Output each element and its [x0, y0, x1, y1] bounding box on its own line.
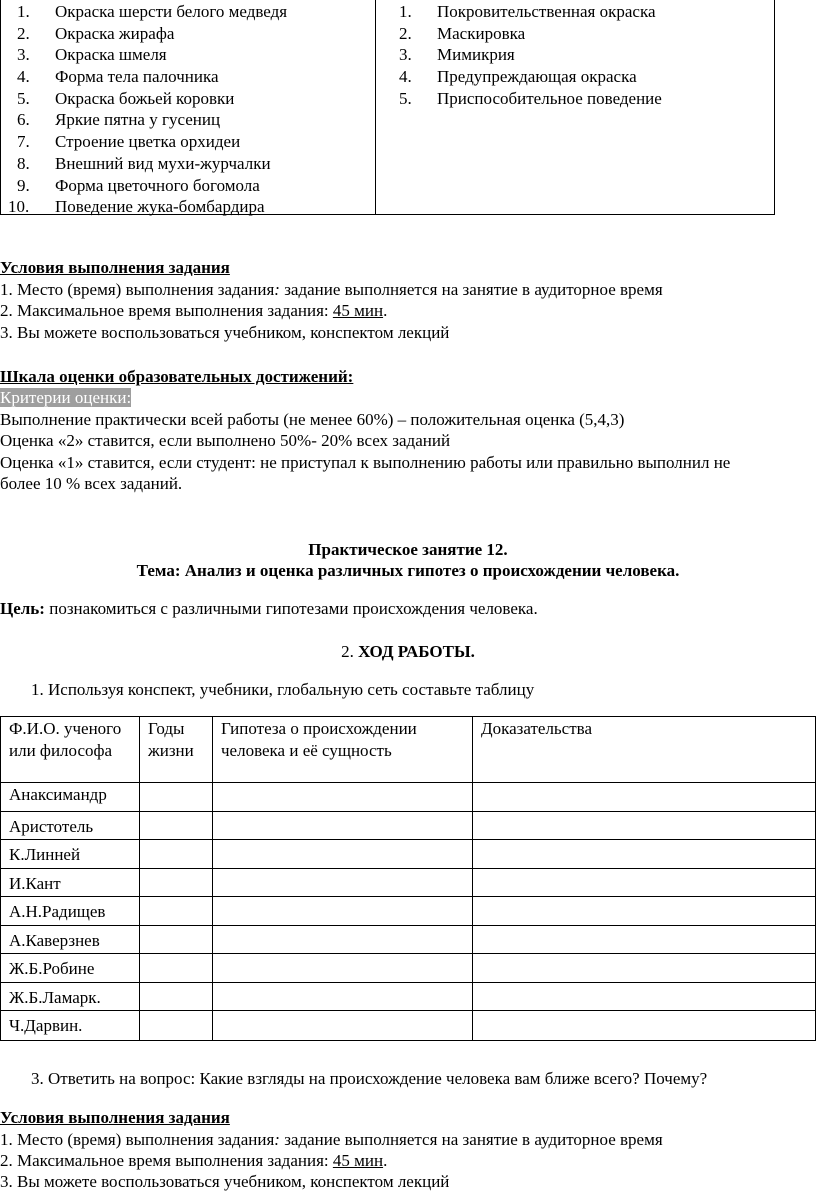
- table-cell[interactable]: [213, 1011, 473, 1041]
- conditions-line-3: 3. Вы можете воспользоваться учебником, конспектом лекций: [0, 323, 450, 342]
- list-item: [17, 1, 287, 23]
- list-item: [399, 23, 662, 45]
- table-row: [1, 897, 816, 926]
- table-cell: Анаксимандр: [1, 783, 140, 812]
- text: 1. Место (время) выполнения задания: [0, 280, 275, 299]
- table-cell[interactable]: [473, 897, 816, 926]
- item-number: 8.: [17, 153, 30, 173]
- goal-text: познакомиться с различными гипотезами происхождения человека.: [44, 599, 538, 618]
- scale-heading: Шкала оценки образовательных достижений:: [0, 367, 354, 386]
- conditions-line-1: [0, 1129, 663, 1151]
- conditions-line-1: [0, 279, 663, 301]
- list-item: [17, 66, 287, 88]
- item-number: 5.: [17, 88, 30, 108]
- time-value: 45 мин: [332, 301, 384, 320]
- table-cell[interactable]: [473, 840, 816, 869]
- item-text: Форма цветочного богомола: [55, 175, 260, 195]
- text: задание выполняется на занятие в аудиторное время: [279, 280, 663, 299]
- table-cell: А.Каверзнев: [1, 925, 140, 954]
- table-row: [1, 954, 816, 983]
- table-cell: Ч.Дарвин.: [1, 1011, 140, 1041]
- table-header-cell: Годы жизни: [140, 717, 213, 783]
- table-row: [1, 1011, 816, 1041]
- text: .: [383, 301, 388, 320]
- list-item: [399, 1, 662, 23]
- lesson-topic: Тема: Анализ и оценка различных гипотез о происхождении человека.: [136, 561, 680, 580]
- item-text: Яркие пятна у гусениц: [55, 110, 221, 130]
- table-cell[interactable]: [213, 982, 473, 1011]
- scale-line-1: Выполнение практически всей работы (не менее 60%) – положительная оценка (5,4,3): [0, 410, 625, 429]
- criteria-label: [0, 387, 131, 409]
- item-text: Окраска шерсти белого медведя: [55, 2, 288, 21]
- item-number: 10.: [8, 197, 30, 217]
- adaptations-list: [399, 1, 662, 109]
- table-cell: Ж.Б.Ламарк.: [1, 982, 140, 1011]
- table-row: [1, 811, 816, 840]
- table-cell[interactable]: [213, 783, 473, 812]
- item-text: Поведение жука-бомбардира: [55, 197, 265, 217]
- table-header-row: [1, 717, 816, 783]
- table-header-cell: Доказательства: [473, 717, 816, 783]
- goal-label: Цель:: [0, 599, 45, 618]
- table-header-cell: Ф.И.О. ученого или философа: [1, 717, 140, 783]
- table-cell[interactable]: [213, 868, 473, 897]
- item-number: 9.: [17, 175, 30, 195]
- hypothesis-table: [0, 716, 816, 1041]
- list-item: [17, 88, 287, 110]
- item-number: 2.: [17, 23, 30, 43]
- task-1: 1. Используя конспект, учебники, глобальную сеть составьте таблицу: [31, 680, 535, 699]
- item-number: 1.: [399, 2, 412, 21]
- table-cell: А.Н.Радищев: [1, 897, 140, 926]
- text: :: [274, 280, 280, 299]
- table-cell[interactable]: [213, 840, 473, 869]
- table-cell[interactable]: [473, 925, 816, 954]
- scale-line-3: Оценка «1» ставится, если студент: не приступал к выполнению работы или правильно выполнил не: [0, 453, 731, 472]
- conditions-heading: Условия выполнения задания: [0, 1108, 230, 1127]
- table-row: [1, 868, 816, 897]
- conditions-line-2: [0, 1150, 387, 1172]
- list-item: [17, 153, 287, 175]
- item-text: Мимикрия: [437, 45, 515, 65]
- text: :: [274, 1130, 280, 1149]
- item-number: 7.: [17, 132, 30, 152]
- task-3: 3. Ответить на вопрос: Какие взгляды на происхождение человека вам ближе всего? Почему?: [31, 1069, 708, 1088]
- table-divider: [375, 0, 376, 214]
- item-text: Внешний вид мухи-журчалки: [55, 153, 271, 173]
- table-cell[interactable]: [140, 925, 213, 954]
- item-number: 3.: [399, 45, 412, 65]
- item-text: Окраска шмеля: [55, 45, 167, 65]
- item-text: Маскировка: [437, 23, 526, 43]
- item-text: Окраска жирафа: [55, 23, 175, 43]
- item-number: 6.: [17, 110, 30, 130]
- conditions-line-2: [0, 300, 387, 322]
- lesson-goal: [0, 598, 538, 620]
- list-item: [399, 44, 662, 66]
- table-cell[interactable]: [140, 954, 213, 983]
- table-cell[interactable]: [140, 897, 213, 926]
- text: задание выполняется на занятие в аудиторное время: [279, 1130, 663, 1149]
- table-cell: К.Линней: [1, 840, 140, 869]
- conditions-heading: Условия выполнения задания: [0, 258, 230, 277]
- item-text: Приспособительное поведение: [437, 88, 662, 108]
- list-item: [17, 131, 287, 153]
- text: 1. Место (время) выполнения задания: [0, 1130, 275, 1149]
- text: .: [383, 1151, 388, 1170]
- table-header-cell: Гипотеза о происхождении человека и её сущность: [213, 717, 473, 783]
- item-text: Покровительственная окраска: [437, 2, 656, 21]
- table-cell[interactable]: [140, 783, 213, 812]
- list-item: [399, 88, 662, 110]
- table-cell[interactable]: [140, 868, 213, 897]
- table-cell[interactable]: [213, 811, 473, 840]
- item-text: Форма тела палочника: [55, 67, 219, 87]
- item-text: Строение цветка орхидеи: [55, 132, 241, 152]
- table-cell[interactable]: [140, 811, 213, 840]
- list-item: [17, 44, 287, 66]
- table-cell[interactable]: [473, 811, 816, 840]
- table-cell[interactable]: [140, 1011, 213, 1041]
- table-row: [1, 982, 816, 1011]
- item-number: 4.: [399, 67, 412, 87]
- item-number: 2.: [399, 23, 412, 43]
- table-cell[interactable]: [140, 982, 213, 1011]
- list-item: [17, 175, 287, 197]
- text: 2. Максимальное время выполнения задания:: [0, 301, 333, 320]
- table-cell[interactable]: [213, 897, 473, 926]
- list-item: [17, 23, 287, 45]
- item-number: 4.: [17, 67, 30, 87]
- item-text: Окраска божьей коровки: [55, 88, 235, 108]
- item-number: 1.: [17, 2, 30, 21]
- text: 2.: [341, 642, 359, 661]
- table-cell: Аристотель: [1, 811, 140, 840]
- table-cell[interactable]: [213, 925, 473, 954]
- text: ХОД РАБОТЫ.: [358, 642, 475, 661]
- table-cell[interactable]: [473, 868, 816, 897]
- list-item: [8, 196, 287, 218]
- table-cell[interactable]: [473, 1011, 816, 1041]
- table-cell: Ж.Б.Робине: [1, 954, 140, 983]
- item-number: 3.: [17, 45, 30, 65]
- progress-heading: [0, 641, 816, 663]
- time-value: 45 мин: [332, 1151, 384, 1170]
- table-cell[interactable]: [473, 783, 816, 812]
- table-cell[interactable]: [473, 982, 816, 1011]
- table-cell[interactable]: [473, 954, 816, 983]
- scale-line-4: более 10 % всех заданий.: [0, 474, 183, 493]
- text: 2. Максимальное время выполнения задания:: [0, 1151, 333, 1170]
- lesson-title: Практическое занятие 12.: [308, 540, 508, 559]
- list-item: [17, 109, 287, 131]
- item-number: 5.: [399, 88, 412, 108]
- list-item: [399, 66, 662, 88]
- highlighted-text: Критерии оценки:: [0, 388, 132, 407]
- examples-list: [8, 1, 288, 218]
- table-row: [1, 783, 816, 812]
- table-cell[interactable]: [213, 954, 473, 983]
- table-row: [1, 925, 816, 954]
- table-cell: И.Кант: [1, 868, 140, 897]
- table-row: [1, 840, 816, 869]
- table-cell[interactable]: [140, 840, 213, 869]
- scale-line-2: Оценка «2» ставится, если выполнено 50%- 20% всех заданий: [0, 431, 451, 450]
- matching-table: [0, 0, 775, 215]
- item-text: Предупреждающая окраска: [437, 67, 637, 87]
- conditions-line-3: 3. Вы можете воспользоваться учебником, конспектом лекций: [0, 1172, 450, 1191]
